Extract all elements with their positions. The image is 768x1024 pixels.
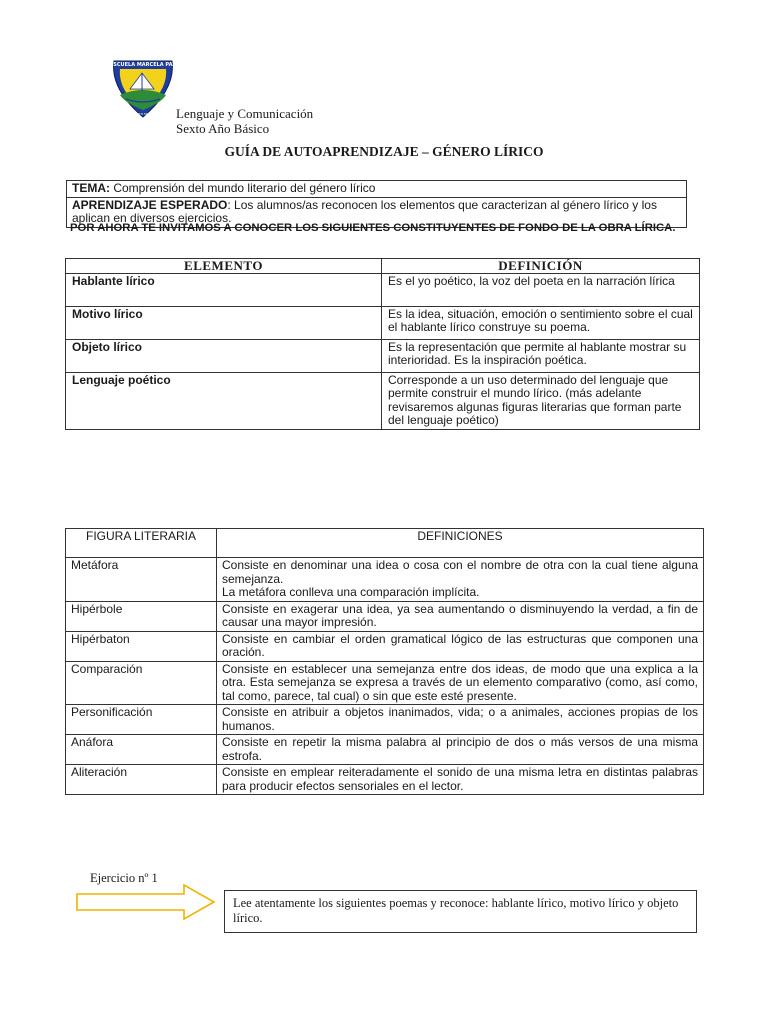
table-row [66,765,704,795]
element-name: Motivo lírico [66,306,382,339]
table-header-row [66,259,700,274]
element-definition: Es la idea, situación, emoción o sentimiento sobre el cual el hablante lírico construye su poema. [382,306,700,339]
figure-definition [217,558,704,602]
figure-definition: Consiste en atribuir a objetos inanimados, vida; o a animales, acciones propias de los humanos. [217,705,704,735]
element-name: Objeto lírico [66,339,382,372]
invite-text: POR AHORA TE INVITAMOS A CONOCER LOS SIGUIENTES CONSTITUYENTES DE FONDO DE LA OBRA LÍRICA. [70,222,676,234]
figure-definition: Consiste en repetir la misma palabra al principio de dos o más versos de una misma estrofa. [217,735,704,765]
table-row [66,372,700,429]
figure-definition: Consiste en exagerar una idea, ya sea aumentando o disminuyendo la verdad, a fin de causar una mayor impresión. [217,601,704,631]
table-row [66,558,704,602]
figures-table [65,528,704,795]
element-name: Lenguaje poético [66,372,382,429]
element-definition: Corresponde a un uso determinado del lenguaje que permite construir el mundo lírico. (más adelante revisaremos algunas figuras literarias que forman parte del lenguaje poético) [382,372,700,429]
table-row [66,705,704,735]
figure-definition-text: Consiste en denominar una idea o cosa con el nombre de otra con la cual tiene alguna semejanza. [222,558,698,586]
element-name: Hablante lírico [66,273,382,306]
table-row [66,339,700,372]
figure-name: Hipérbaton [66,631,217,661]
aprendizaje-label: APRENDIZAJE ESPERADO [72,197,228,212]
grade-level: Sexto Año Básico [176,121,270,136]
arrow-right-icon [76,884,216,920]
column-header: FIGURA LITERARIA [66,529,217,558]
table-header-row [66,529,704,558]
figure-name: Metáfora [66,558,217,602]
exercise-instruction: Lee atentamente los siguientes poemas y reconoce: hablante lírico, motivo lírico y objeto lírico. [233,896,679,925]
table-row [66,735,704,765]
table-row [66,631,704,661]
element-definition: Es la representación que permite al hablante mostrar su interioridad. Es la inspiración poética. [382,339,700,372]
table-row [66,306,700,339]
column-header: ELEMENTO [66,259,382,274]
figure-name: Hipérbole [66,601,217,631]
figure-name: Comparación [66,661,217,705]
figure-name: Personificación [66,705,217,735]
exercise-label: Ejercicio nº 1 [90,871,158,885]
figure-definition: Consiste en emplear reiteradamente el sonido de una misma letra en distintas palabras para producir efectos sensoriales en el lector. [217,765,704,795]
table-row [66,601,704,631]
tema-label: TEMA: [72,181,110,195]
tema-box [66,180,687,228]
page-title: GUÍA DE AUTOAPRENDIZAJE – GÉNERO LÍRICO [224,144,544,159]
table-row [66,661,704,705]
tema-text: Comprensión del mundo literario del género lírico [110,181,376,195]
logo-text-top: ESCUELA MARCELA PAZ [109,62,177,68]
element-definition: Es el yo poético, la voz del poeta en la narración lírica [382,273,700,306]
figure-name: Anáfora [66,735,217,765]
figure-definition-extra: La metáfora conlleva una comparación implícita. [222,585,480,599]
subject-block [176,106,313,136]
column-header: DEFINICIONES [217,529,704,558]
figure-name: Aliteración [66,765,217,795]
aprendizaje-text: : Los alumnos/as reconocen los elementos que caracterizan al género lírico y los aplican en diversos ejercicios. [72,197,657,225]
column-header: DEFINICIÓN [382,259,700,274]
tema-row [67,181,686,197]
elements-table [65,258,700,430]
school-logo [106,55,180,121]
exercise-instruction-box [224,890,697,933]
logo-text-bottom: PUERTO MONTT [131,112,155,116]
subject-name: Lenguaje y Comunicación [176,106,314,121]
figure-definition: Consiste en cambiar el orden gramatical lógico de las estructuras que componen una oración. [217,631,704,661]
table-row [66,273,700,306]
figure-definition: Consiste en establecer una semejanza entre dos ideas, de modo que una explica a la otra. Esta semejanza se expresa a través de un elemento comparativo (como, así como, tal como, parece, tal cual) o sin que este esté presente. [217,661,704,705]
